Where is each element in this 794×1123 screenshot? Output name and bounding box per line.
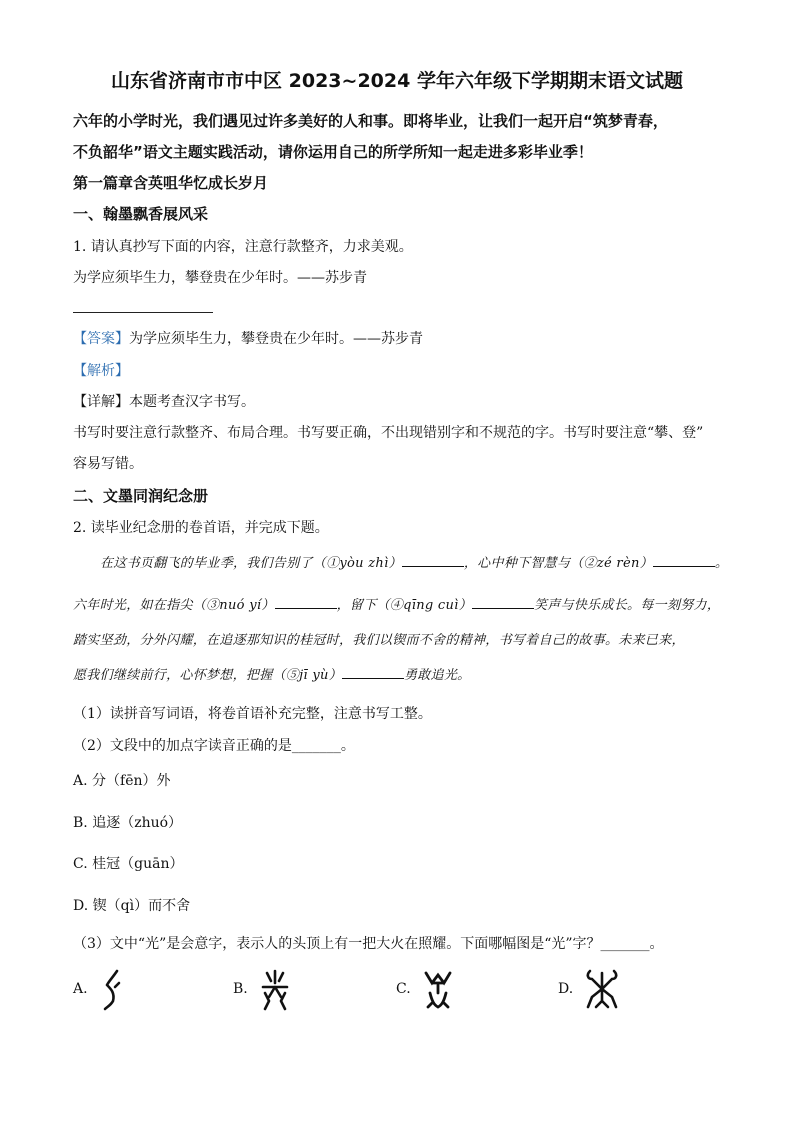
answer-tag: 【答案】 — [73, 331, 129, 347]
section2-heading: 二、文墨同润纪念册 — [73, 487, 209, 505]
answer-text: 为学应须毕生力，攀登贵在少年时。——苏步青 — [129, 331, 423, 347]
blank-1[interactable] — [402, 554, 464, 567]
chapter-heading: 第一篇章含英咀华忆成长岁月 — [73, 174, 269, 192]
oracle-glyph-b-icon — [255, 967, 295, 1013]
passage-line-1: 在这书页翻飞的毕业季，我们告别了（①yòu zhì） ，心中种下智慧与（②zé rèn） 。 — [100, 556, 729, 571]
question-1: 1. 请认真抄写下面的内容，注意行款整齐，力求美观。 — [73, 239, 413, 255]
analysis-tag: 【解析】 — [73, 363, 129, 379]
option-letter: D. — [558, 981, 574, 997]
answer-line — [73, 312, 213, 313]
option-c[interactable]: C. 桂冠（guān） — [73, 856, 184, 872]
option-letter: A. — [73, 981, 88, 997]
detail-row — [73, 391, 733, 411]
sub-question-1: （1）读拼音写词语，将卷首语补充完整，注意书写工整。 — [73, 706, 432, 722]
blank-4[interactable] — [472, 596, 534, 609]
detail-tag: 【详解】 — [73, 394, 129, 410]
passage-line-4 — [73, 664, 733, 683]
answer-row — [73, 328, 733, 348]
question-2: 2. 读毕业纪念册的卷首语，并完成下题。 — [73, 520, 329, 536]
option-b[interactable]: B. 追逐（zhuó） — [73, 815, 183, 831]
option-d[interactable]: D. 锲（qì）而不舍 — [73, 898, 191, 914]
blank-3[interactable] — [275, 596, 337, 609]
sub-question-2: （2）文段中的加点字读音正确的是_______。 — [73, 738, 355, 754]
passage-text: 勇敢追光。 — [403, 668, 471, 683]
option-a[interactable]: A. 分（fēn）外 — [73, 773, 171, 789]
passage-text: 笑声与快乐成长。每一刻努力， — [533, 598, 721, 613]
passage-line-2 — [73, 594, 733, 613]
detail-text: 本题考查汉字书写。 — [129, 394, 255, 410]
picture-options — [73, 975, 733, 1015]
page-title: 山东省济南市市中区 2023~2024 学年六年级下学期期末语文试题 — [111, 70, 683, 92]
passage-text: ，心中种下智慧与（②zé rèn） — [463, 556, 653, 571]
explain-line-1: 书写时要注意行款整齐、布局合理。书写要正确，不出现错别字和不规范的字。书写时要注意“攀、登” — [73, 425, 704, 441]
option-letter: B. — [233, 981, 248, 997]
passage-text: 在这书页翻飞的毕业季，我们告别了（①yòu zhì） — [100, 556, 402, 571]
explain-line-2: 容易写错。 — [73, 456, 143, 472]
sub-question-3: （3）文中“光”是会意字，表示人的头顶上有一把大火在照耀。下面哪幅图是“光”字？_______。 — [73, 936, 664, 952]
passage-text: 愿我们继续前行，心怀梦想，把握（⑤jī yù） — [73, 668, 342, 683]
oracle-glyph-a-icon — [95, 967, 131, 1011]
blank-2[interactable] — [653, 554, 715, 567]
oracle-glyph-d-icon — [580, 967, 624, 1013]
option-letter: C. — [396, 981, 411, 997]
passage-text: ，留下（④qīng cuì） — [336, 598, 472, 613]
intro-line-1: 六年的小学时光，我们遇见过许多美好的人和事。即将毕业，让我们一起开启“筑梦青春， — [73, 112, 668, 130]
passage-text: 六年时光，如在指尖（③nuó yí） — [73, 598, 275, 613]
intro-line-2: 不负韶华”语文主题实践活动，请你运用自己的所学所知一起走进多彩毕业季！ — [73, 143, 593, 161]
section1-heading: 一、翰墨飘香展风采 — [73, 205, 209, 223]
oracle-glyph-c-icon — [418, 967, 458, 1013]
blank-5[interactable] — [342, 666, 404, 679]
quote-text: 为学应须毕生力，攀登贵在少年时。——苏步青 — [73, 270, 367, 286]
passage-line-3: 踏实坚劲，分外闪耀，在追逐那知识的桂冠时，我们以锲而不舍的精神，书写着自己的故事。未来已来， — [73, 633, 685, 648]
